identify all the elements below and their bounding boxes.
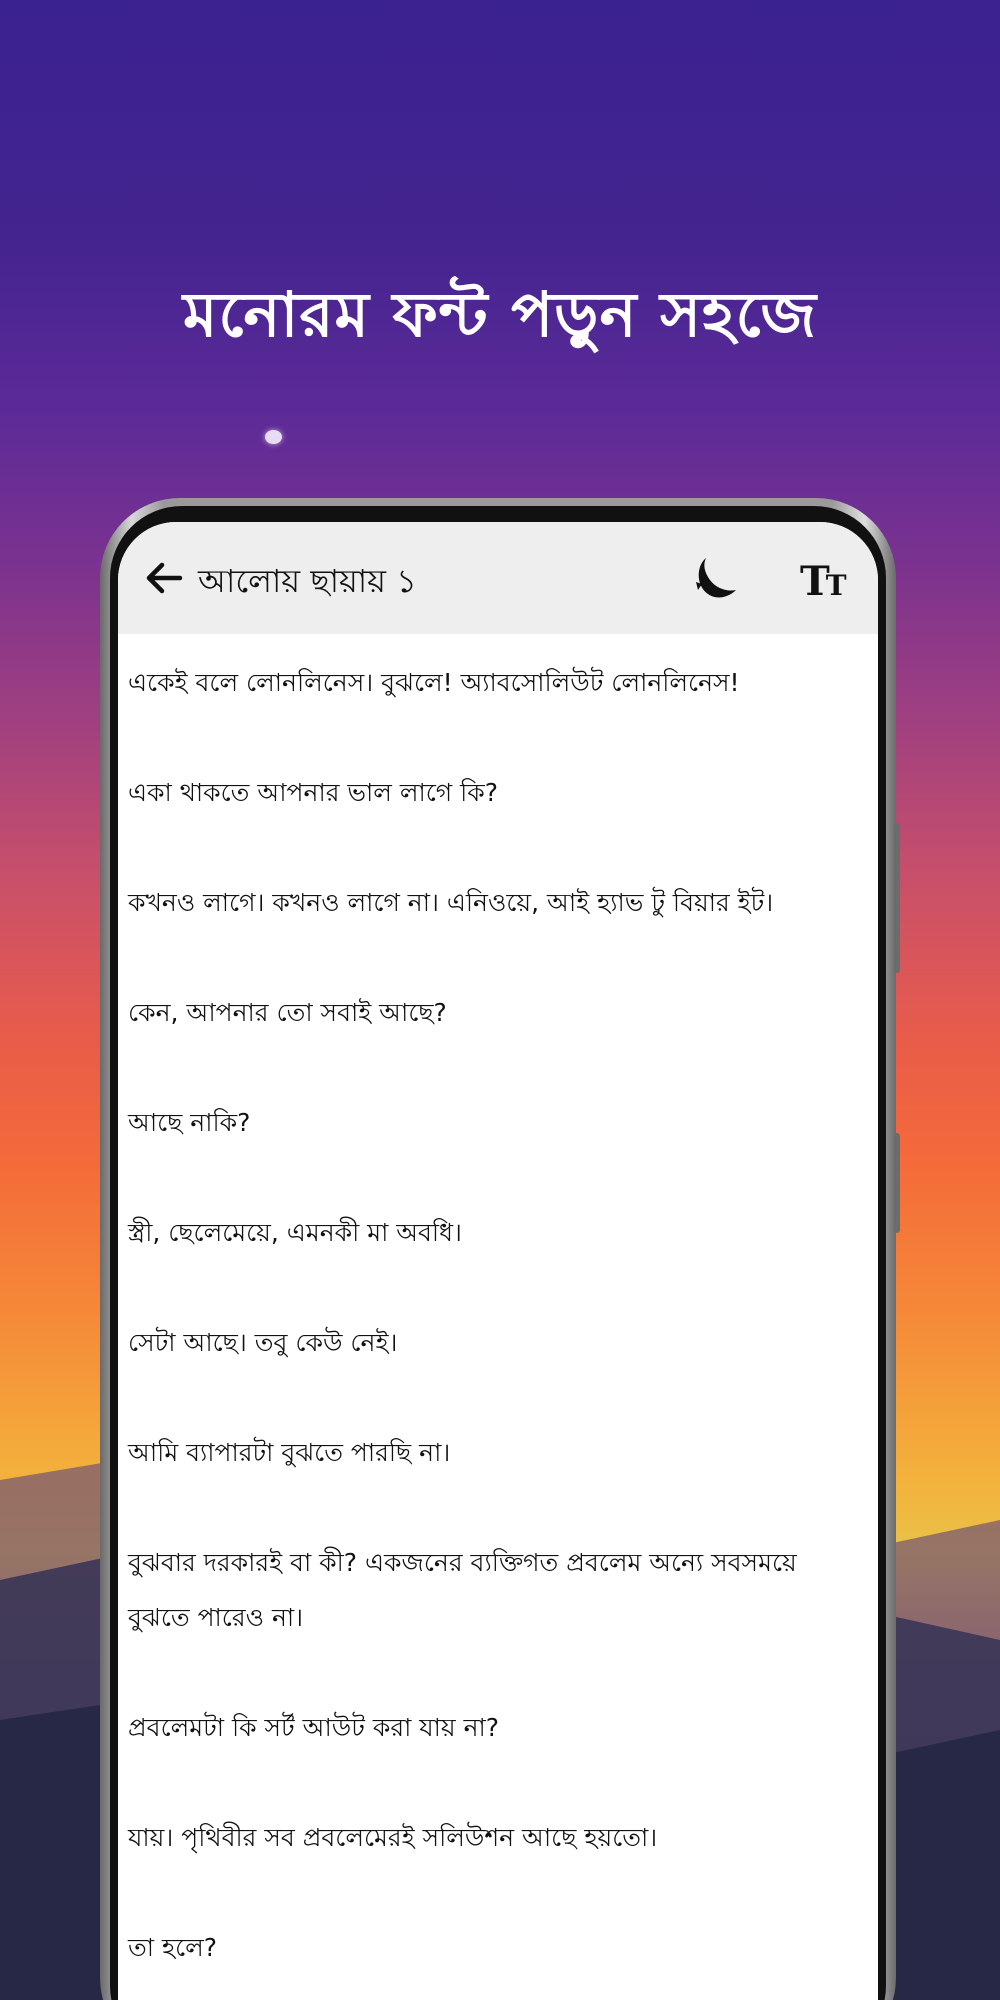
paragraph: তা হলে? xyxy=(128,1933,218,1962)
text-size-icon[interactable] xyxy=(800,558,852,605)
paragraph: যায়। পৃথিবীর সব প্রবলেমেরই সলিউশন আছে হয়তো। xyxy=(128,1823,658,1852)
paragraph: সেটা আছে। তবু কেউ নেই। xyxy=(128,1328,398,1357)
paragraph: আমি ব্যাপারটা বুঝতে পারছি না। xyxy=(128,1438,451,1467)
paragraph: আছে নাকি? xyxy=(128,1108,251,1137)
app-toolbar xyxy=(118,522,878,634)
phone-side-button xyxy=(894,823,900,973)
phone-side-button xyxy=(894,1133,900,1233)
app-screen xyxy=(118,522,878,2000)
paragraph: প্রবলেমটা কি সর্ট আউট করা যায় না? xyxy=(128,1713,500,1742)
promo-headline: মনোরম ফন্ট পড়ুন সহজে xyxy=(183,278,817,351)
text-size-large-t: T xyxy=(800,558,830,605)
paragraph: একেই বলে লোনলিনেস। বুঝলে! অ্যাবসোলিউট লোনলিনেস! xyxy=(128,668,740,697)
paragraph: কেন, আপনার তো সবাই আছে? xyxy=(128,998,447,1027)
paragraph: একা থাকতে আপনার ভাল লাগে কি? xyxy=(128,778,499,807)
moon-icon[interactable] xyxy=(688,552,740,604)
chapter-title: আলোয় ছায়ায় ১ xyxy=(198,562,417,600)
reading-content xyxy=(128,634,878,2000)
text-size-small-t: T xyxy=(825,569,847,602)
moon-dot xyxy=(265,430,282,444)
arrow-left-icon[interactable] xyxy=(140,554,188,602)
paragraph: স্ত্রী, ছেলেমেয়ে, এমনকী মা অবধি। xyxy=(128,1218,462,1247)
phone-frame xyxy=(100,498,896,2000)
paragraph: বুঝবার দরকারই বা কী? একজনের ব্যক্তিগত প্রবলেম অন্যে সবসময়ে বুঝতে পারেও না। xyxy=(128,1548,797,1632)
paragraph: কখনও লাগে। কখনও লাগে না। এনিওয়ে, আই হ্যাভ টু বিয়ার ইট। xyxy=(128,888,774,917)
